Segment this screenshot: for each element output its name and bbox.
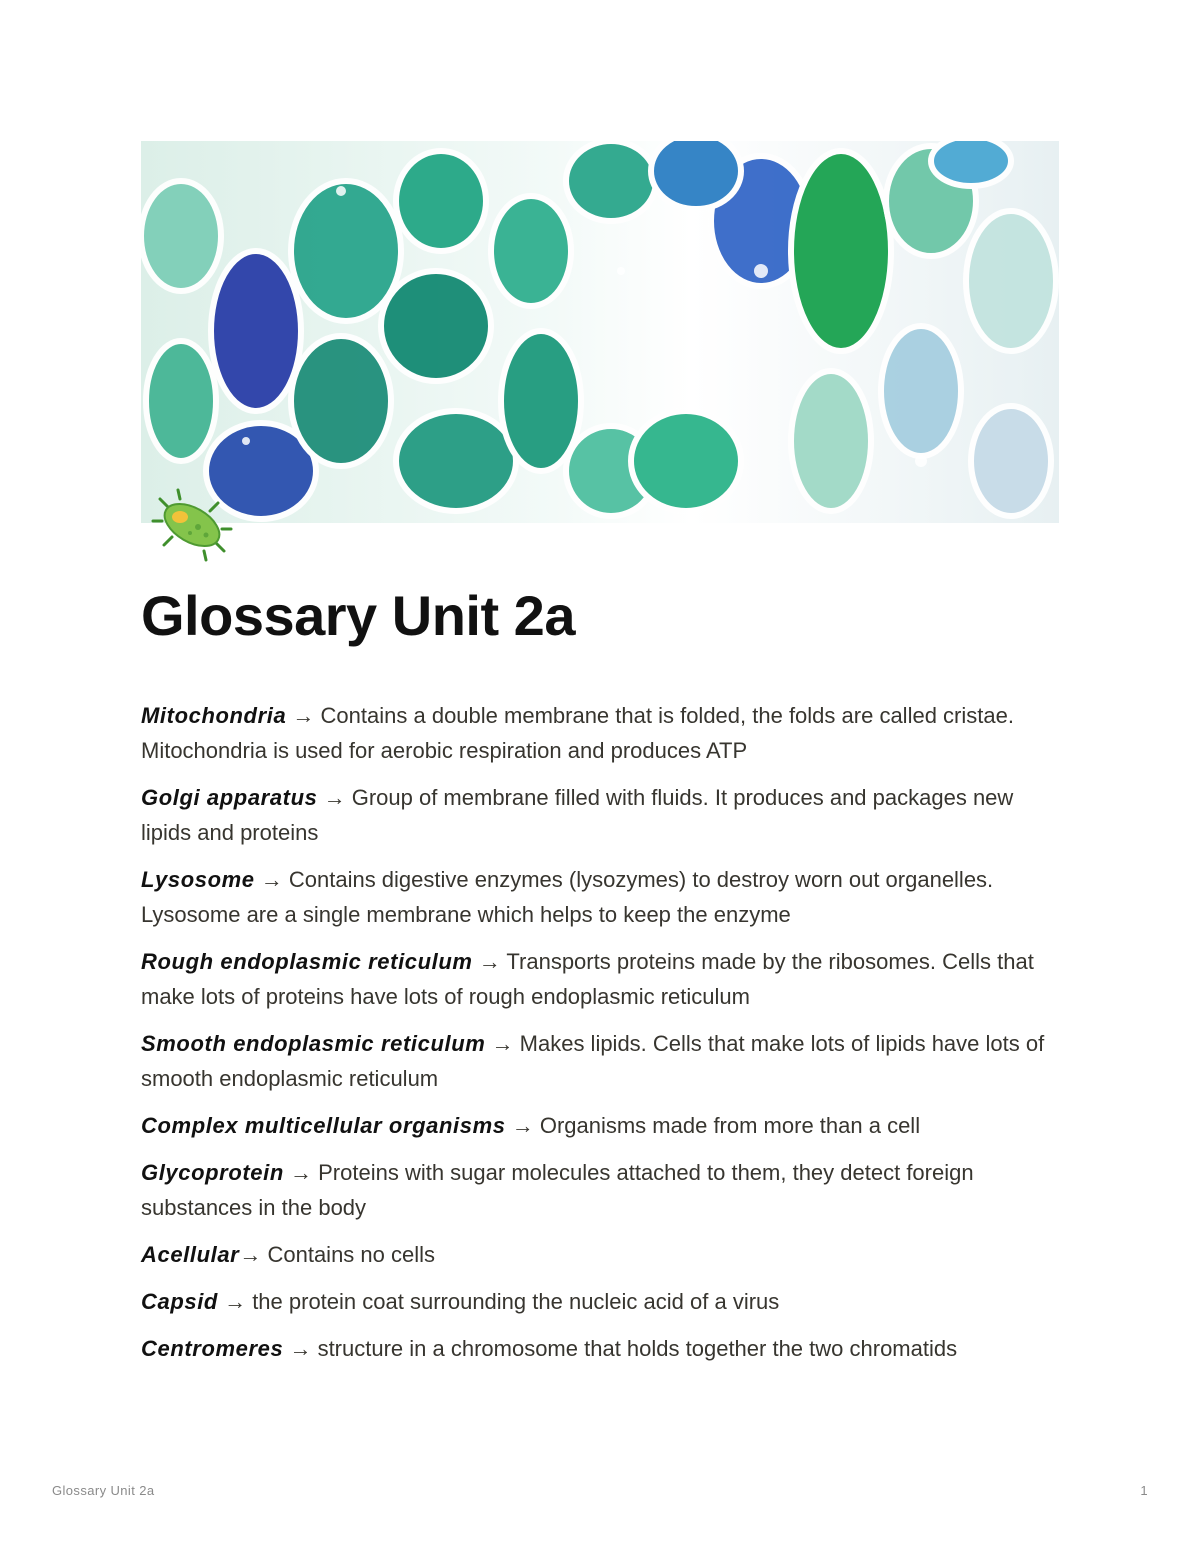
- glossary-term: Golgi apparatus: [141, 785, 318, 810]
- glossary-term: Mitochondria: [141, 703, 287, 728]
- glossary-definition: the protein coat surrounding the nucleic acid of a virus: [252, 1289, 780, 1314]
- glossary-entry: [141, 862, 1059, 932]
- footer-page-number: 1: [1140, 1483, 1148, 1498]
- glossary-term: Lysosome: [141, 867, 255, 892]
- glossary-term: Glycoprotein: [141, 1160, 284, 1185]
- arrow-separator: →: [485, 1031, 520, 1056]
- glossary-entry: [141, 780, 1059, 850]
- glossary-term: Rough endoplasmic reticulum: [141, 949, 473, 974]
- cover-image: [141, 141, 1059, 523]
- footer-doc-name: Glossary Unit 2a: [52, 1483, 155, 1498]
- glossary-entry: [141, 1155, 1059, 1225]
- glossary-definition: Makes lipids. Cells that make lots of lipids have lots of smooth endoplasmic reticulum: [141, 1031, 1045, 1091]
- glossary-term: Centromeres: [141, 1336, 284, 1361]
- glossary-entry: [141, 1108, 1059, 1143]
- page-footer: [52, 1483, 1148, 1498]
- arrow-separator: →: [472, 949, 507, 974]
- glossary-term: Complex multicellular organisms: [141, 1113, 506, 1138]
- glossary-entry: [141, 698, 1059, 768]
- glossary-entry: [141, 1284, 1059, 1319]
- glossary-entry: [141, 1331, 1059, 1366]
- microbe-icon-graphic: [150, 487, 234, 563]
- glossary-definition: Contains no cells: [267, 1242, 436, 1267]
- glossary-term: Capsid: [141, 1289, 218, 1314]
- arrow-separator: →: [283, 1160, 319, 1185]
- glossary-definition: Proteins with sugar molecules attached to them, they detect foreign substances in the body: [141, 1160, 974, 1220]
- arrow-separator: →: [505, 1113, 540, 1138]
- page-title: Glossary Unit 2a: [141, 584, 575, 647]
- glossary-definition: Contains a double membrane that is folded, the folds are called cristae. Mitochondria is used for aerobic respiration and produces ATP: [141, 703, 1014, 763]
- glossary-list: [141, 698, 1059, 1378]
- arrow-separator: →: [283, 1336, 318, 1361]
- arrow-separator: →: [254, 867, 289, 892]
- glossary-term: Smooth endoplasmic reticulum: [141, 1031, 486, 1056]
- glossary-entry: [141, 944, 1059, 1014]
- glossary-entry: [141, 1237, 1059, 1272]
- glossary-definition: Contains digestive enzymes (lysozymes) to destroy worn out organelles. Lysosome are a single membrane which helps to keep the enzyme: [141, 867, 994, 927]
- glossary-definition: Transports proteins made by the ribosomes. Cells that make lots of proteins have lots of rough endoplasmic reticulum: [141, 949, 1034, 1009]
- glossary-entry: [141, 1026, 1059, 1096]
- microbe-icon: [150, 487, 234, 563]
- glossary-definition: Group of membrane filled with fluids. It produces and packages new lipids and proteins: [141, 785, 1014, 845]
- glossary-term: Acellular: [141, 1242, 240, 1267]
- arrow-separator: →: [217, 1289, 253, 1314]
- glossary-definition: Organisms made from more than a cell: [539, 1113, 921, 1138]
- glossary-definition: structure in a chromosome that holds together the two chromatids: [317, 1336, 958, 1361]
- cover-artwork: [141, 141, 1059, 523]
- arrow-separator: →: [317, 785, 352, 810]
- arrow-separator: →: [239, 1242, 268, 1267]
- arrow-separator: →: [286, 703, 321, 728]
